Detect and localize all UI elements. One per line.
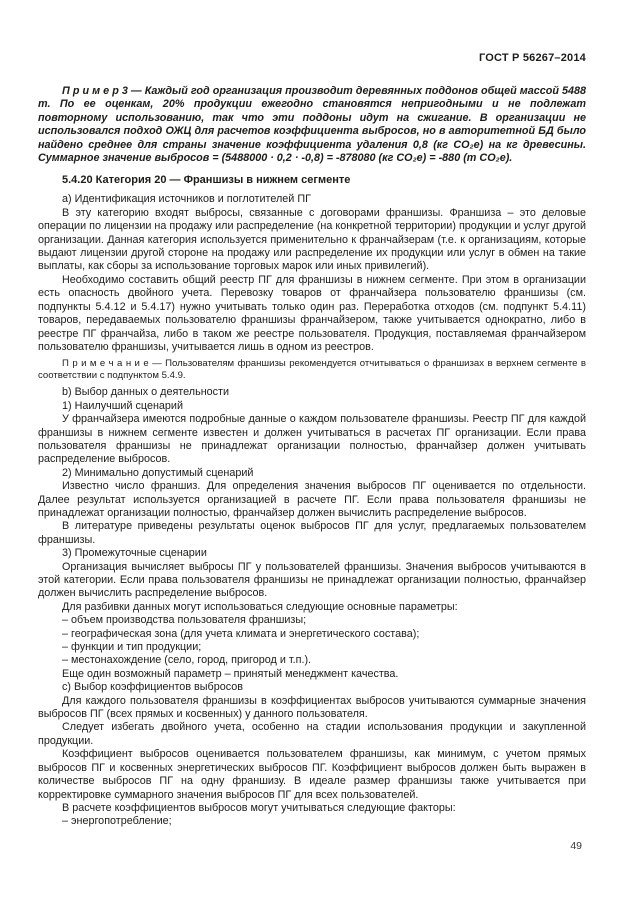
page-number: 49 [570,840,582,852]
list-item-dash: – энергопотребление; [62,815,172,828]
page-header [38,52,586,64]
document-code: ГОСТ Р 56267–2014 [478,52,586,64]
note-paragraph: П р и м е ч а н и е — Пользователям франшизы рекомендуется отчитываться о франшизах в верхнем сегменте в соответствии с подпунктом 5.4.9. [38,358,586,382]
document-body [38,85,586,829]
paragraph: Еще один возможный параметр – принятый менеджмент качества. [62,667,399,680]
paragraph: В эту категорию входят выбросы, связанные с договорами франшизы. Франшиза – это деловые операции по лицензии на продажу или распределение (на конкретной территории) продукции и услуг другой организации. Данная категория используется применительно к франчайзерам (т.е. к организациям, которые выдают лицензии другой стороне на продажу или распределение их продукции или услуг в обмен на такие выплаты, как сборы за использование торговых марок или иных привилегий). [38,206,586,273]
paragraph-scenario-1: 1) Наилучший сценарий [62,399,183,412]
paragraph-item-b: b) Выбор данных о деятельности [62,386,230,399]
paragraph: Организация вычисляет выбросы ПГ у пользователей франшизы. Значения выбросов учитываются в этой категории. Если права пользователя франшизы не принадлежат организации полностью, франчайзер должен вычислить распределение выбросов. [38,560,586,600]
paragraph: Для разбивки данных могут использоваться следующие основные параметры: [62,600,458,613]
paragraph: Для каждого пользователя франшизы в коэффициентах выбросов учитываются суммарные значения выбросов ПГ (всех прямых и косвенных) у данного пользователя. [38,694,586,721]
paragraph-item-c: с) Выбор коэффициентов выбросов [62,681,244,694]
paragraph: В расчете коэффициентов выбросов могут учитываться следующие факторы: [62,801,456,814]
list-item-dash: – объем производства пользователя франшизы; [62,614,307,627]
paragraph-scenario-2: 2) Минимально допустимый сценарий [62,466,254,479]
paragraph: У франчайзера имеются подробные данные о каждом пользователе франшизы. Реестр ПГ для каждой франшизы в нижнем сегменте известен и должен учитываться в расчетах ПГ организации. Если права пользователя франшизы не принадлежат организации полностью, франчайзер должен учитывать распределение выбросов. [38,413,586,466]
paragraph-item-a: а) Идентификация источников и поглотителей ПГ [62,193,311,206]
list-item-dash: – местонахождение (село, город, пригород и т.п.). [62,654,312,667]
paragraph: Известно число франшиз. Для определения значения выбросов ПГ оценивается по отдельности. Далее результат используется организацией в расчете ПГ. Если права пользователя франшизы не принадлежат организации полностью, франчайзер должен вычислить распределение выбросов. [38,480,586,519]
paragraph-example: П р и м е р 3 — Каждый год организация производит деревянных поддонов общей массой 5488 т. По ее оценкам, 20% продукции ежегодно становятся непригодными и не подлежат повторному использованию, так что эти поддоны идут на сжигание. В организации не использовался подход ОЖЦ для расчетов коэффициента выбросов, но в авторитетной БД было найдено среднее для страны значение коэффициента удаления 0,8 (кг CO₂е) на кг древесины. Суммарное значение выбросов = (5488000 · 0,2 · -0,8) = -878080 (кг CO₂е) = -880 (т CO₂е). [38,85,586,165]
paragraph: Следует избегать двойного учета, особенно на стадии использования продукции и закупленной продукции. [38,721,586,747]
paragraph-scenario-3: 3) Промежуточные сценарии [62,547,207,560]
page-footer [570,840,582,852]
paragraph: В литературе приведены результаты оценок выбросов ПГ для услуг, предлагаемых пользователем франшизы. [38,520,586,546]
list-item-dash: – географическая зона (для учета климата и энергетического состава); [62,627,420,640]
section-heading: 5.4.20 Категория 20 — Франшизы в нижнем сегменте [62,174,351,187]
list-item-dash: – функции и тип продукции; [62,641,202,654]
paragraph: Необходимо составить общий реестр ПГ для франшизы в нижнем сегменте. При этом в организации есть опасность двойного учета. Перевозку товаров от франчайзера пользователю франшизы (см. подпункты 5.4.12 и 5.4.17) нужно учитывать только один раз. Переработка отходов (см. подпункт 5.4.11) товаров, передаваемых пользователю франшизы франчайзером, также учитывается однократно, либо в реестре ПГ франчайза, либо в таком же реестре пользователя. Продукция, поставляемая франчайзером пользователю франшизы, учитывается лишь в одном из реестров. [38,273,586,353]
paragraph: Коэффициент выбросов оценивается пользователем франшизы, как минимум, с учетом прямых выбросов ПГ и косвенных энергетических выбросов ПГ. Коэффициент выбросов должен быть выражен в количестве выбросов ПГ на одну франшизу. В идеале размер франшизы также учитывается при корректировке суммарного значения выбросов ПГ для всех пользователей. [38,748,586,801]
